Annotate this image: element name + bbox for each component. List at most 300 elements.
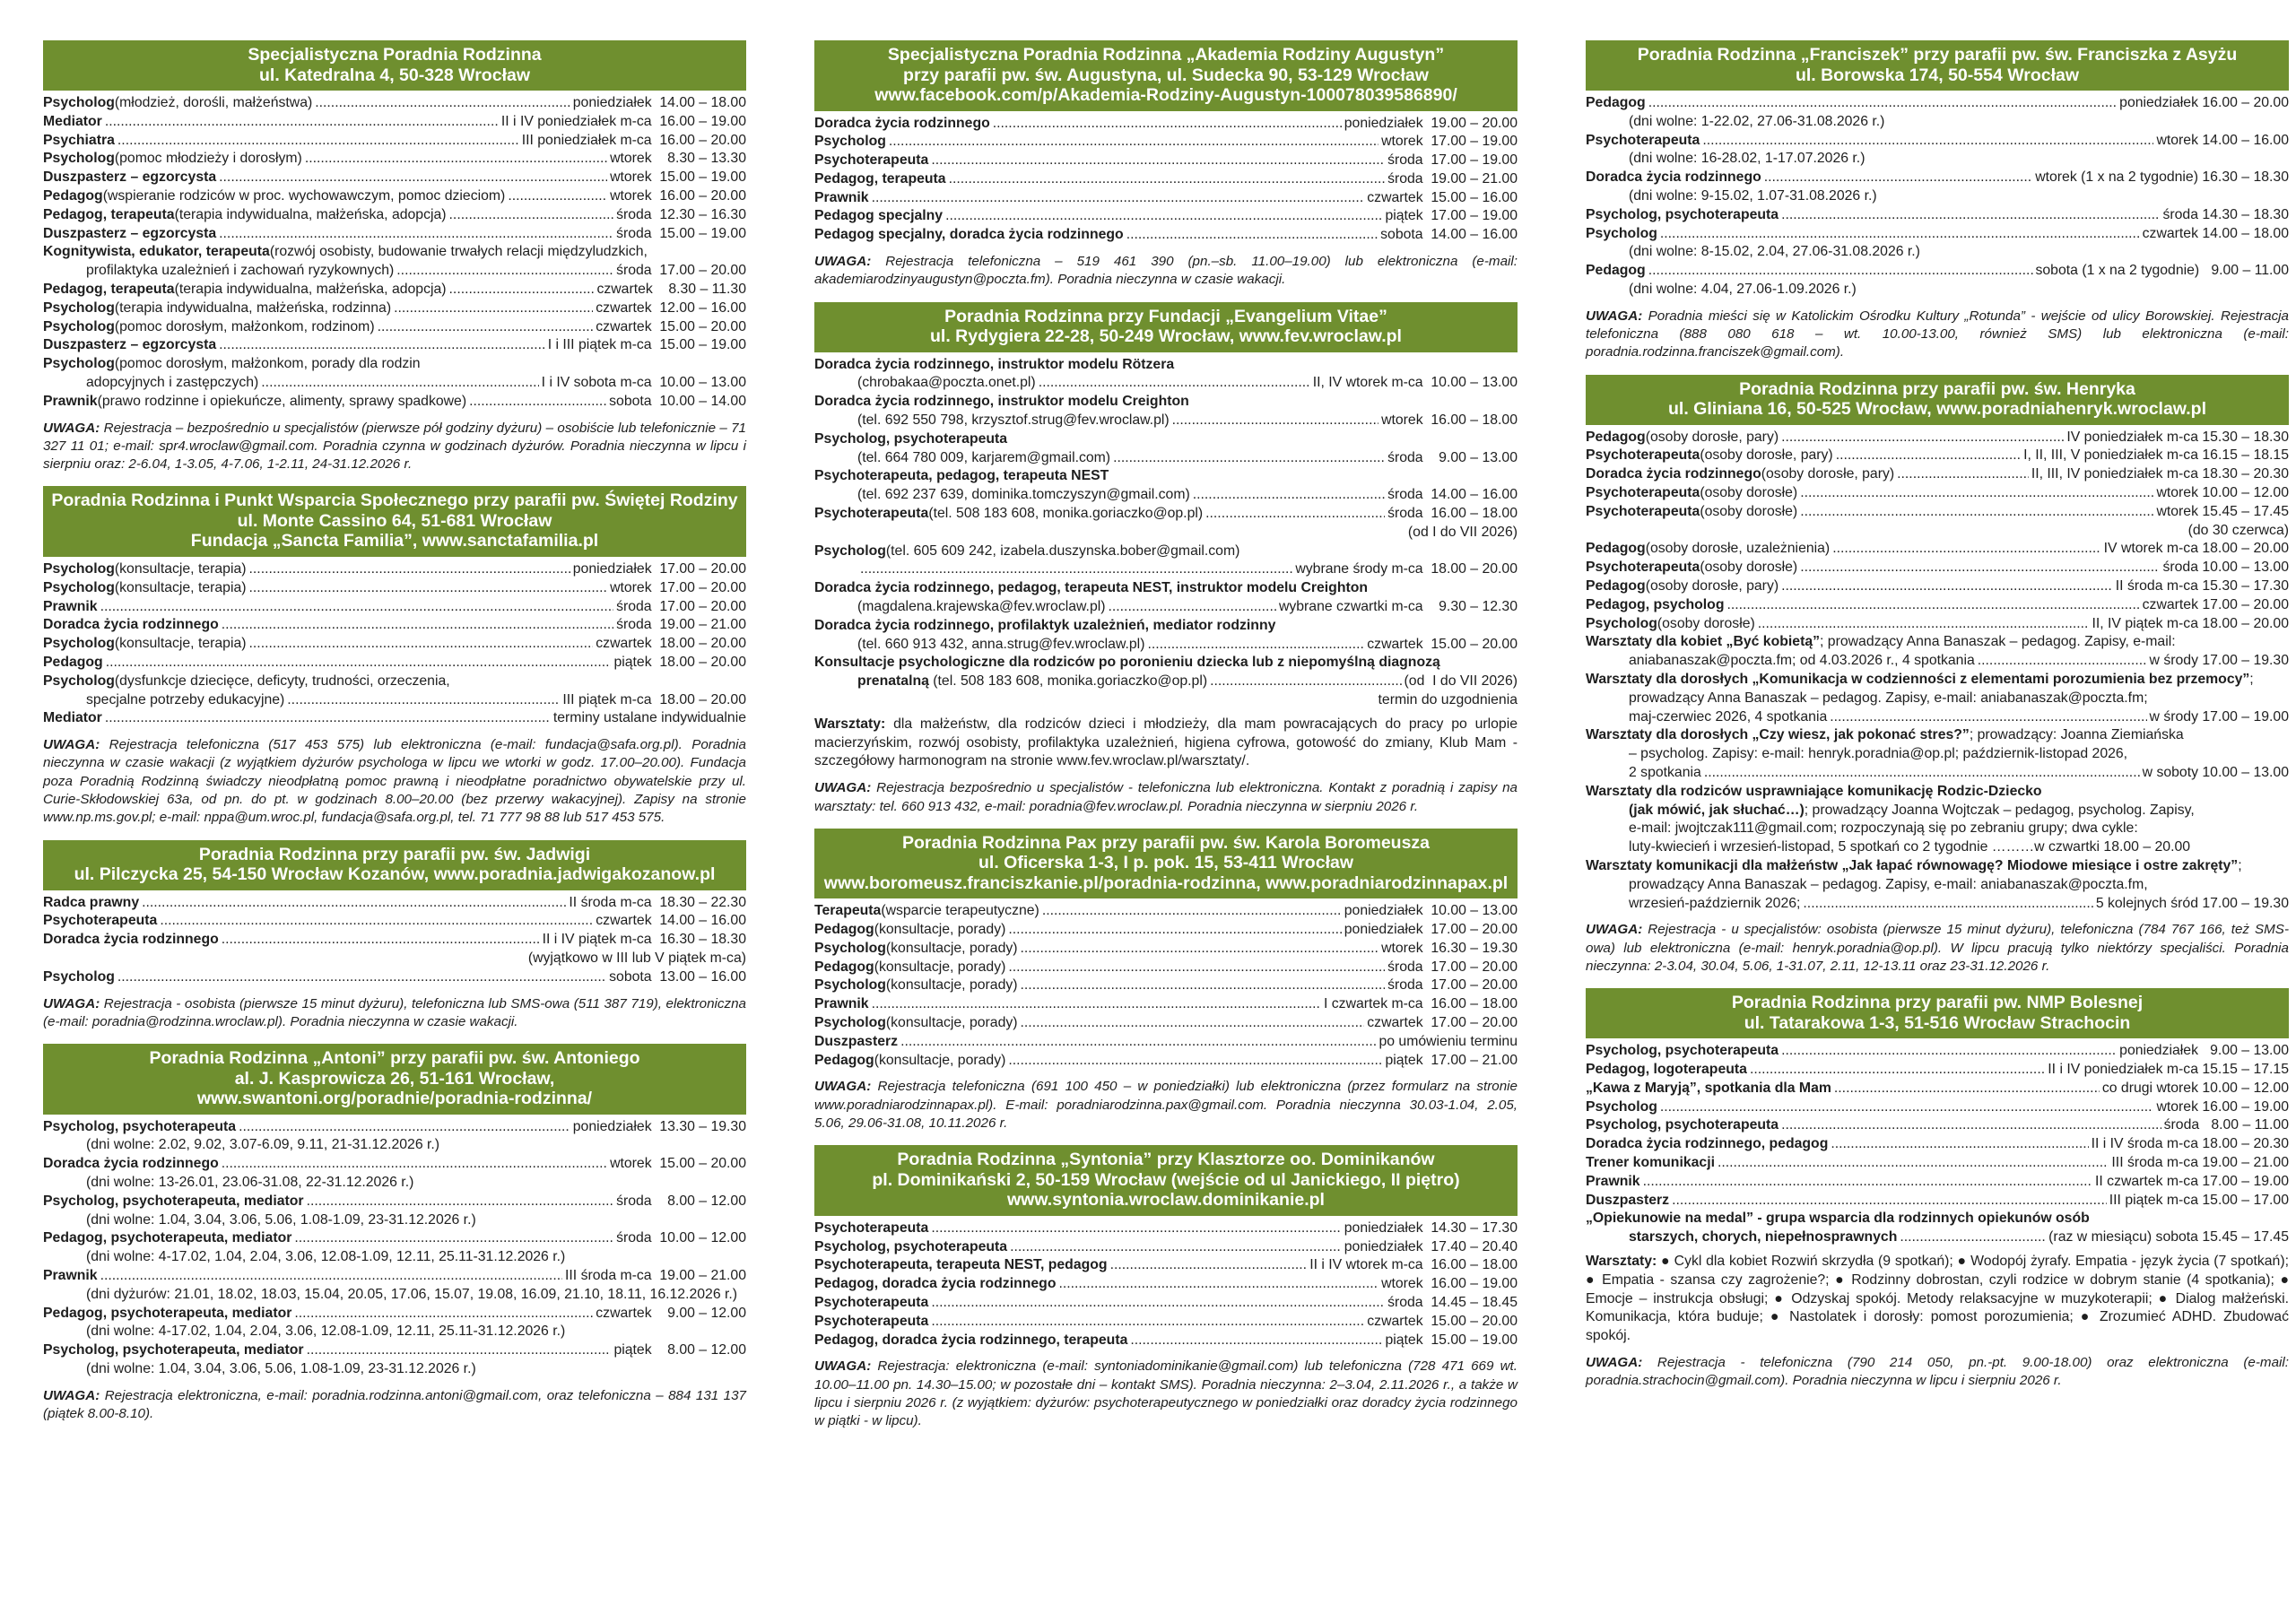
specialist-name: Pedagog, doradca życia rodzinnego, terapeuta xyxy=(814,1332,1128,1348)
schedule-row xyxy=(43,1341,746,1360)
dot-leader xyxy=(1800,484,2153,503)
specialist-name: Kognitywista, edukator, terapeuta xyxy=(43,244,270,260)
specialist-detail: (osoby dorosłe) xyxy=(1700,503,1798,519)
schedule-row xyxy=(814,207,1518,226)
dot-leader xyxy=(100,598,613,617)
continuation-text xyxy=(1629,745,2127,764)
schedule-line xyxy=(1586,1173,2289,1192)
specialist-name: Pedagog xyxy=(814,959,874,975)
dot-leader xyxy=(931,1219,1341,1238)
schedule-time: wtorek 15.00 – 20.00 xyxy=(610,1156,746,1172)
specialist-name: Mediator xyxy=(43,710,102,726)
specialist-name: Pedagog, doradca życia rodzinnego xyxy=(814,1276,1057,1292)
schedule-row xyxy=(814,995,1518,1014)
registration-note xyxy=(814,253,1518,290)
continuation-text xyxy=(857,598,1106,617)
specialist-name: Psycholog, psychoterapeuta, mediator xyxy=(43,1342,304,1358)
specialist-name: Psychoterapeuta, terapeuta NEST, pedagog xyxy=(814,1257,1108,1273)
continuation-detail: prowadzący Anna Banaszak – pedagog. Zapisy, e-mail: aniabanaszak@poczta.fm; xyxy=(1629,690,2148,706)
schedule-line xyxy=(1586,540,2289,559)
specialist-name: Pedagog, psychoterapeuta, mediator xyxy=(43,1305,292,1321)
schedule-time: poniedziałek 17.00 – 20.00 xyxy=(1344,922,1518,938)
schedule-row xyxy=(1586,243,2289,262)
specialist-name: Psycholog xyxy=(43,318,115,334)
schedule-row xyxy=(1586,764,2289,783)
schedule-line xyxy=(1586,876,2289,895)
continuation-text xyxy=(1629,895,1800,914)
schedule-time: II i IV poniedziałek m-ca 15.15 – 17.15 xyxy=(2048,1062,2289,1078)
continuation-detail: luty-kwiecień i wrzesień-listopad, 5 spotkań co 2 tygodnie ………w czwartki 18.00 – 20.00 xyxy=(1629,839,2191,855)
continuation-detail: (tel. 664 780 009, karjarem@gmail.com) xyxy=(857,449,1111,465)
schedule-line xyxy=(814,995,1518,1014)
schedule-note-right: (od I do VII 2026) xyxy=(1407,524,1518,540)
schedule-time: wtorek 16.00 – 19.00 xyxy=(2156,1098,2289,1115)
specialist-name: Psycholog, psychoterapeuta xyxy=(43,1118,237,1134)
schedule-time: w środy 17.00 – 19.30 xyxy=(2149,653,2289,669)
specialist-name: Psycholog xyxy=(43,151,115,167)
dot-leader xyxy=(1205,505,1385,524)
dot-leader xyxy=(1058,1275,1378,1294)
specialist-name: Psychoterapeuta xyxy=(1586,503,1700,519)
schedule-line xyxy=(1586,1154,2289,1173)
dot-leader xyxy=(1758,615,2090,634)
schedule-time: co drugi wtorek 10.00 – 12.00 xyxy=(2101,1080,2289,1096)
continuation-detail: profilaktyka uzależnień i zachowań ryzykownych) xyxy=(86,263,395,279)
section-header xyxy=(43,40,746,91)
dot-leader xyxy=(1126,226,1378,245)
schedule-row xyxy=(43,225,746,244)
section-header xyxy=(1586,375,2289,425)
schedule-line xyxy=(43,299,746,318)
schedule-row xyxy=(1586,838,2289,857)
registration-note xyxy=(1586,921,2289,976)
dot-leader xyxy=(1039,374,1310,393)
schedule-row xyxy=(1586,596,2289,615)
schedule-row xyxy=(1586,783,2289,802)
dot-leader xyxy=(1897,465,2029,484)
schedule-line xyxy=(1586,1192,2289,1211)
dot-leader xyxy=(1718,1154,2109,1173)
dot-leader xyxy=(239,1118,570,1137)
days-off-line: (dni wolne: 4-17.02, 1.04, 2.04, 3.06, 12.08-1.09, 12.11, 25.11-31.12.2026 r.) xyxy=(86,1324,566,1340)
schedule-time: środa 17.00 – 20.00 xyxy=(616,598,746,614)
schedule-line xyxy=(43,262,746,281)
continuation-text xyxy=(1629,820,2138,838)
schedule-row xyxy=(814,115,1518,134)
schedule-line xyxy=(1586,262,2289,281)
note-label: UWAGA: xyxy=(43,1387,100,1403)
dot-leader xyxy=(222,931,540,950)
specialist-name: Psychoterapeuta xyxy=(814,152,929,169)
specialist-name: Duszpasterz – egzorcysta xyxy=(43,169,217,186)
schedule-line xyxy=(43,691,746,710)
schedule-line xyxy=(1586,484,2289,503)
schedule-line xyxy=(43,1341,746,1360)
specialist-name: Pedagog xyxy=(814,922,874,938)
clinic-section xyxy=(1586,988,2289,1390)
schedule-time: wtorek 17.00 – 20.00 xyxy=(610,579,746,595)
schedule-row xyxy=(814,1033,1518,1052)
specialist-name: Psychoterapeuta xyxy=(814,1295,929,1311)
dot-leader xyxy=(396,262,613,281)
schedule-row xyxy=(814,189,1518,208)
schedule-line xyxy=(43,374,746,393)
schedule-time: poniedziałek 13.30 – 19.30 xyxy=(572,1118,746,1134)
specialist-detail: (wsparcie terapeutyczne) xyxy=(881,903,1039,919)
schedule-row xyxy=(1586,1228,2289,1247)
workshops-label: Warsztaty: xyxy=(1586,1254,1657,1270)
dot-leader xyxy=(900,1033,1376,1052)
schedule-line xyxy=(43,1267,746,1286)
schedule-line xyxy=(1586,447,2289,465)
schedule-row xyxy=(814,1238,1518,1257)
schedule-row xyxy=(43,1155,746,1174)
continuation-text xyxy=(857,412,1170,430)
schedule-row xyxy=(814,976,1518,995)
dot-leader xyxy=(1110,1256,1308,1275)
schedule-time: II, III, IV poniedziałek m-ca 18.30 – 20.30 xyxy=(2031,466,2289,482)
schedule-time: sobota 14.00 – 16.00 xyxy=(1380,227,1518,243)
schedule-time: poniedziałek 14.30 – 17.30 xyxy=(1344,1219,1518,1236)
dot-leader xyxy=(378,318,594,337)
schedule-row xyxy=(1586,465,2289,484)
dot-leader xyxy=(249,635,594,654)
schedule-time: I, II, III, V poniedziałek m-ca 16.15 – 18.15 xyxy=(2023,447,2289,464)
specialist-name: Psychoterapeuta, pedagog, terapeuta NEST xyxy=(814,468,1109,484)
continuation-text xyxy=(1629,708,1827,727)
specialist-name: Psycholog, psychoterapeuta xyxy=(814,1238,1008,1254)
schedule-row xyxy=(1586,690,2289,708)
schedule-row xyxy=(814,673,1518,691)
dot-leader xyxy=(160,912,593,931)
dot-leader xyxy=(117,968,606,987)
schedule-row xyxy=(43,709,746,728)
schedule-line xyxy=(43,654,746,673)
schedule-row xyxy=(814,412,1518,430)
schedule-row xyxy=(43,318,746,337)
specialist-name: Psychoterapeuta xyxy=(1586,447,1700,464)
schedule-list xyxy=(43,557,746,728)
dot-leader xyxy=(1042,902,1342,921)
schedule-row xyxy=(43,1229,746,1248)
schedule-line xyxy=(43,894,746,913)
schedule-time: poniedziałek 17.40 – 20.40 xyxy=(1344,1238,1518,1254)
schedule-row xyxy=(814,133,1518,152)
schedule-list xyxy=(43,890,746,987)
specialist-name: Warsztaty komunikacji dla małżeństw „Jak łapać równowagę? Miodowe miesiące i ostre zakręty” xyxy=(1586,857,2239,873)
schedule-row xyxy=(814,356,1518,375)
dot-leader xyxy=(1781,1116,2161,1135)
schedule-time: środa 14.00 – 16.00 xyxy=(1387,487,1518,503)
workshops-paragraph xyxy=(1586,1253,2289,1346)
schedule-line xyxy=(43,94,746,113)
schedule-line xyxy=(43,132,746,151)
schedule-line xyxy=(43,1229,746,1248)
schedule-time: czwartek 15.00 – 20.00 xyxy=(1367,636,1518,652)
schedule-row xyxy=(1586,1173,2289,1192)
specialist-detail: (konsultacje, porady) xyxy=(885,940,1018,956)
schedule-line xyxy=(814,356,1518,375)
schedule-line xyxy=(1586,652,2289,671)
schedule-time: wtorek 17.00 – 19.00 xyxy=(1381,134,1518,150)
schedule-time: czwartek 18.00 – 20.00 xyxy=(596,636,746,652)
days-off-line: (dni wolne: 1.04, 3.04, 3.06, 5.06, 1.08-1.09, 23-31.12.2026 r.) xyxy=(86,1211,476,1228)
schedule-time: wtorek 16.00 – 18.00 xyxy=(1381,412,1518,429)
schedule-line xyxy=(43,187,746,206)
specialist-name: Psycholog xyxy=(43,579,115,595)
schedule-row xyxy=(1586,281,2289,299)
specialist-detail: (osoby dorosłe, pary) xyxy=(1645,429,1779,445)
section-header-line: www.facebook.com/p/Akademia-Rodziny-Augustyn-100078039586890/ xyxy=(874,85,1457,105)
schedule-line xyxy=(43,355,746,374)
schedule-line xyxy=(1586,671,2289,690)
dot-leader xyxy=(294,1305,593,1324)
specialist-detail: (pomoc dorosłym, małżonkom, rodzinom) xyxy=(114,318,375,334)
schedule-time: środa 17.00 – 20.00 xyxy=(1387,959,1518,975)
schedule-line xyxy=(43,598,746,617)
schedule-time: III środa m-ca 19.00 – 21.00 xyxy=(565,1268,746,1284)
section-header xyxy=(814,40,1518,111)
schedule-row xyxy=(814,486,1518,505)
schedule-line xyxy=(43,616,746,635)
schedule-line xyxy=(814,1219,1518,1238)
schedule-time: II, IV wtorek m-ca 10.00 – 13.00 xyxy=(1312,375,1518,391)
specialist-name: Psycholog xyxy=(43,636,115,652)
specialist-name: Duszpasterz – egzorcysta xyxy=(43,337,217,353)
schedule-time: poniedziałek 16.00 – 20.00 xyxy=(2119,95,2289,110)
specialist-detail: ; prowadzący: Joanna Ziemiańska xyxy=(1969,727,2184,743)
schedule-row xyxy=(43,281,746,299)
schedule-line xyxy=(814,902,1518,921)
schedule-row xyxy=(814,467,1518,486)
schedule-time: II i IV środa m-ca 18.00 – 20.30 xyxy=(2091,1136,2289,1152)
schedule-time: II i IV piątek m-ca 16.30 – 18.30 xyxy=(542,932,746,948)
note-text: Rejestracja: elektroniczna (e-mail: syntoniadominikanie@gmail.com) lub telefoniczna (728 471 669 wt. 10.00–11.00 pn. 14.30–15.00; w pozostałe dni – kontakt SMS). Poradnia nieczynna: 2–3.04, 2.11.2026 r., a także w lipcu i sierpniu 2026 r. (z wyjątkiem: dyżurów: psychoterapeutycznego w poniedziałki oraz doradcy życia rodzinnego w piątki - w lipcu). xyxy=(814,1358,1518,1429)
schedule-time: III piątek m-ca 15.00 – 17.00 xyxy=(2109,1192,2289,1208)
specialist-detail: (konsultacje, terapia) xyxy=(114,560,247,577)
schedule-time: poniedziałek 14.00 – 18.00 xyxy=(572,95,746,110)
specialist-detail: (osoby dorosłe, uzależnienia) xyxy=(1645,541,1831,557)
days-off-line: (dni wolne: 4.04, 27.06-1.09.2026 r.) xyxy=(1629,281,1857,297)
specialist-name: Psychoterapeuta xyxy=(814,1313,929,1329)
schedule-time: czwartek 15.00 – 20.00 xyxy=(1367,1313,1518,1329)
schedule-row xyxy=(814,449,1518,468)
dot-leader xyxy=(287,691,560,710)
schedule-row xyxy=(814,1256,1518,1275)
note-text: Poradnia mieści się w Katolickim Ośrodku Kultury „Rotunda” - wejście od ulicy Borowskiej. Rejestracja telefoniczna (888 080 618 – wt. 10.00-13.00, również SMS) lub elektroniczna (e-mail: poradnia.rodzinna.franciszek@gmail.com). xyxy=(1586,308,2289,360)
section-header-line: Poradnia Rodzinna przy parafii pw. NMP Bolesnej xyxy=(1731,993,2144,1013)
dot-leader xyxy=(1704,764,2140,783)
schedule-note-right: (do 30 czerwca) xyxy=(2187,522,2289,538)
schedule-line xyxy=(1586,94,2289,113)
schedule-line xyxy=(814,598,1518,617)
schedule-row xyxy=(814,654,1518,673)
schedule-line xyxy=(43,281,746,299)
specialist-name: Doradca życia rodzinnego xyxy=(43,617,219,633)
dot-leader xyxy=(872,189,1365,208)
schedule-row xyxy=(43,654,746,673)
schedule-line xyxy=(43,206,746,225)
specialist-detail: (osoby dorosłe, pary) xyxy=(1700,447,1833,464)
dot-leader xyxy=(1800,559,2160,577)
schedule-row xyxy=(814,691,1518,710)
schedule-line xyxy=(814,542,1518,561)
specialist-name: Psychoterapeuta xyxy=(1586,485,1700,501)
schedule-row xyxy=(43,336,746,355)
schedule-line xyxy=(1586,838,2289,857)
schedule-time: środa 19.00 – 21.00 xyxy=(1387,170,1518,187)
schedule-line xyxy=(814,636,1518,655)
schedule-row xyxy=(43,243,746,262)
specialist-detail: (dysfunkcje dziecięce, deficyty, trudności, orzeczenia, xyxy=(114,673,450,689)
specialist-name: Warsztaty dla dorosłych „Komunikacja w codzienności z elementami porozumienia bez przemocy” xyxy=(1586,672,2250,688)
schedule-row xyxy=(814,1052,1518,1071)
schedule-time: II czwartek m-ca 17.00 – 19.00 xyxy=(2095,1173,2289,1189)
column-middle xyxy=(814,40,1518,1444)
dot-leader xyxy=(872,995,1321,1014)
schedule-line xyxy=(814,133,1518,152)
specialist-name: Pedagog, terapeuta xyxy=(814,170,946,187)
dot-leader xyxy=(1172,412,1378,430)
schedule-row xyxy=(814,617,1518,636)
schedule-line xyxy=(43,1193,746,1211)
specialist-detail: (osoby dorosłe, pary) xyxy=(1645,578,1779,595)
schedule-row xyxy=(814,542,1518,561)
schedule-line xyxy=(814,560,1518,579)
schedule-row xyxy=(814,902,1518,921)
workshops-paragraph xyxy=(814,716,1518,771)
specialist-name: Doradca życia rodzinnego, instruktor modelu Rötzera xyxy=(814,356,1175,372)
schedule-line xyxy=(1586,633,2289,652)
schedule-line xyxy=(814,617,1518,636)
specialist-name: Duszpasterz – egzorcysta xyxy=(43,225,217,241)
specialist-name: Prawnik xyxy=(1586,1173,1640,1189)
schedule-row xyxy=(1586,1061,2289,1080)
dot-leader xyxy=(1130,1332,1382,1350)
clinic-section xyxy=(814,1145,1518,1430)
schedule-row xyxy=(1586,169,2289,187)
section-header-line: Poradnia Rodzinna Pax przy parafii pw. św. Karola Boromeusza xyxy=(901,832,1431,853)
specialist-name: Psycholog, psychoterapeuta xyxy=(814,430,1008,447)
schedule-line xyxy=(814,467,1518,486)
dot-leader xyxy=(1147,636,1364,655)
schedule-line xyxy=(814,1332,1518,1350)
schedule-line xyxy=(1586,802,2289,820)
specialist-name: Psycholog, psychoterapeuta xyxy=(1586,1117,1779,1133)
specialist-name: Pedagog specjalny xyxy=(814,208,944,224)
section-header xyxy=(814,302,1518,352)
schedule-line xyxy=(814,1033,1518,1052)
schedule-row xyxy=(1586,1098,2289,1117)
schedule-line xyxy=(43,1155,746,1174)
continuation-detail: wrzesień-październik 2026; xyxy=(1629,895,1801,911)
dot-leader xyxy=(508,187,607,206)
schedule-time: III poniedziałek m-ca 16.00 – 20.00 xyxy=(521,132,746,148)
schedule-time: I czwartek m-ca 16.00 – 18.00 xyxy=(1324,996,1518,1012)
schedule-row xyxy=(814,226,1518,245)
specialist-name: Doradca życia rodzinnego xyxy=(43,1156,219,1172)
schedule-line xyxy=(1586,895,2289,914)
dot-leader xyxy=(1750,1061,2045,1080)
specialist-name: Psycholog xyxy=(814,134,886,150)
schedule-time: w soboty 10.00 – 13.00 xyxy=(2142,765,2289,780)
continuation-detail: (tel. 692 237 639, dominika.tomczyszyn@gmail.com) xyxy=(857,487,1190,503)
schedule-list xyxy=(814,111,1518,246)
dot-leader xyxy=(219,336,545,355)
dot-leader xyxy=(261,374,538,393)
section-header-line: Poradnia Rodzinna „Franciszek” przy parafii pw. św. Franciszka z Asyżu xyxy=(1637,45,2238,65)
continuation-text xyxy=(86,262,394,281)
schedule-line xyxy=(814,921,1518,940)
specialist-name: Psycholog xyxy=(43,673,115,689)
schedule-time: środa 14.45 – 18.45 xyxy=(1387,1295,1518,1311)
specialist-name: Trener komunikacji xyxy=(1586,1155,1715,1171)
schedule-line xyxy=(814,226,1518,245)
schedule-time: środa 8.00 – 11.00 xyxy=(2163,1117,2289,1133)
dot-leader xyxy=(1010,1238,1342,1257)
schedule-row xyxy=(1586,652,2289,671)
schedule-line xyxy=(1586,169,2289,187)
section-header-line: Specjalistyczna Poradnia Rodzinna „Akademia Rodziny Augustyn” xyxy=(887,45,1445,65)
dot-leader xyxy=(449,206,614,225)
section-header-line: ul. Monte Cassino 64, 51-681 Wrocław xyxy=(237,510,552,531)
section-header xyxy=(814,829,1518,899)
continuation-text xyxy=(1629,1228,1897,1247)
dot-leader xyxy=(106,654,612,673)
schedule-time: IV poniedziałek m-ca 15.30 – 18.30 xyxy=(2066,429,2289,445)
clinic-section xyxy=(814,40,1518,290)
schedule-line xyxy=(1586,1116,2289,1135)
schedule-row xyxy=(43,1360,746,1379)
schedule-time: II i IV wtorek m-ca 16.00 – 18.00 xyxy=(1309,1257,1518,1273)
note-text: Rejestracja – bezpośrednio u specjalistów (pierwsze pół godziny dyżuru) – osobiście lub telefonicznie – 71 327 11 01; e-mail: spr4.wroclaw@gmail.com. Poradnia czynna w godzinach dyżurów. Poradnia nieczynna w lipcu i sierpniu oraz: 2-6.04, 1-3.05, 4-7.06, 1-2.11, 24-31.12.2026 r. xyxy=(43,420,746,473)
schedule-line xyxy=(43,150,746,169)
schedule-time: wtorek (1 x na 2 tygodnie) 16.30 – 18.30 xyxy=(2035,169,2289,186)
schedule-time: (od I do VII 2026) xyxy=(1404,673,1518,690)
specialist-name: Pedagog, terapeuta xyxy=(43,206,175,222)
schedule-list xyxy=(814,352,1518,710)
schedule-note-right: (wyjątkowo w III lub V piątek m-ca) xyxy=(527,950,746,966)
schedule-line xyxy=(1586,690,2289,708)
clinic-section xyxy=(814,302,1518,816)
workshops-label: Warsztaty: xyxy=(814,716,886,732)
specialist-name: Warsztaty dla rodziców usprawniające komunikację Rodzic-Dziecko xyxy=(1586,783,2042,799)
section-header xyxy=(814,1145,1518,1216)
schedule-row xyxy=(1586,447,2289,465)
schedule-row xyxy=(1586,262,2289,281)
continuation-text xyxy=(857,374,1036,393)
registration-note xyxy=(1586,308,2289,362)
schedule-row xyxy=(1586,132,2289,151)
section-header-line: Poradnia Rodzinna „Syntonia” przy Klasztorze oo. Dominikanów xyxy=(897,1150,1435,1170)
schedule-row xyxy=(1586,484,2289,503)
dot-leader xyxy=(1781,577,2113,596)
schedule-line xyxy=(814,152,1518,170)
dot-leader xyxy=(305,150,607,169)
schedule-line xyxy=(814,976,1518,995)
dot-leader xyxy=(1781,1042,2117,1061)
schedule-line xyxy=(43,912,746,931)
dot-leader xyxy=(1834,1080,2100,1098)
schedule-row xyxy=(43,94,746,113)
schedule-time: środa 17.00 – 19.00 xyxy=(1387,152,1518,169)
schedule-row xyxy=(1586,113,2289,132)
schedule-time: czwartek 17.00 – 20.00 xyxy=(2142,596,2289,612)
specialist-name: Psychoterapeuta xyxy=(1586,560,1700,576)
specialist-name: Doradca życia rodzinnego xyxy=(814,115,990,131)
dot-leader xyxy=(1109,598,1276,617)
dot-leader xyxy=(1702,132,2153,151)
